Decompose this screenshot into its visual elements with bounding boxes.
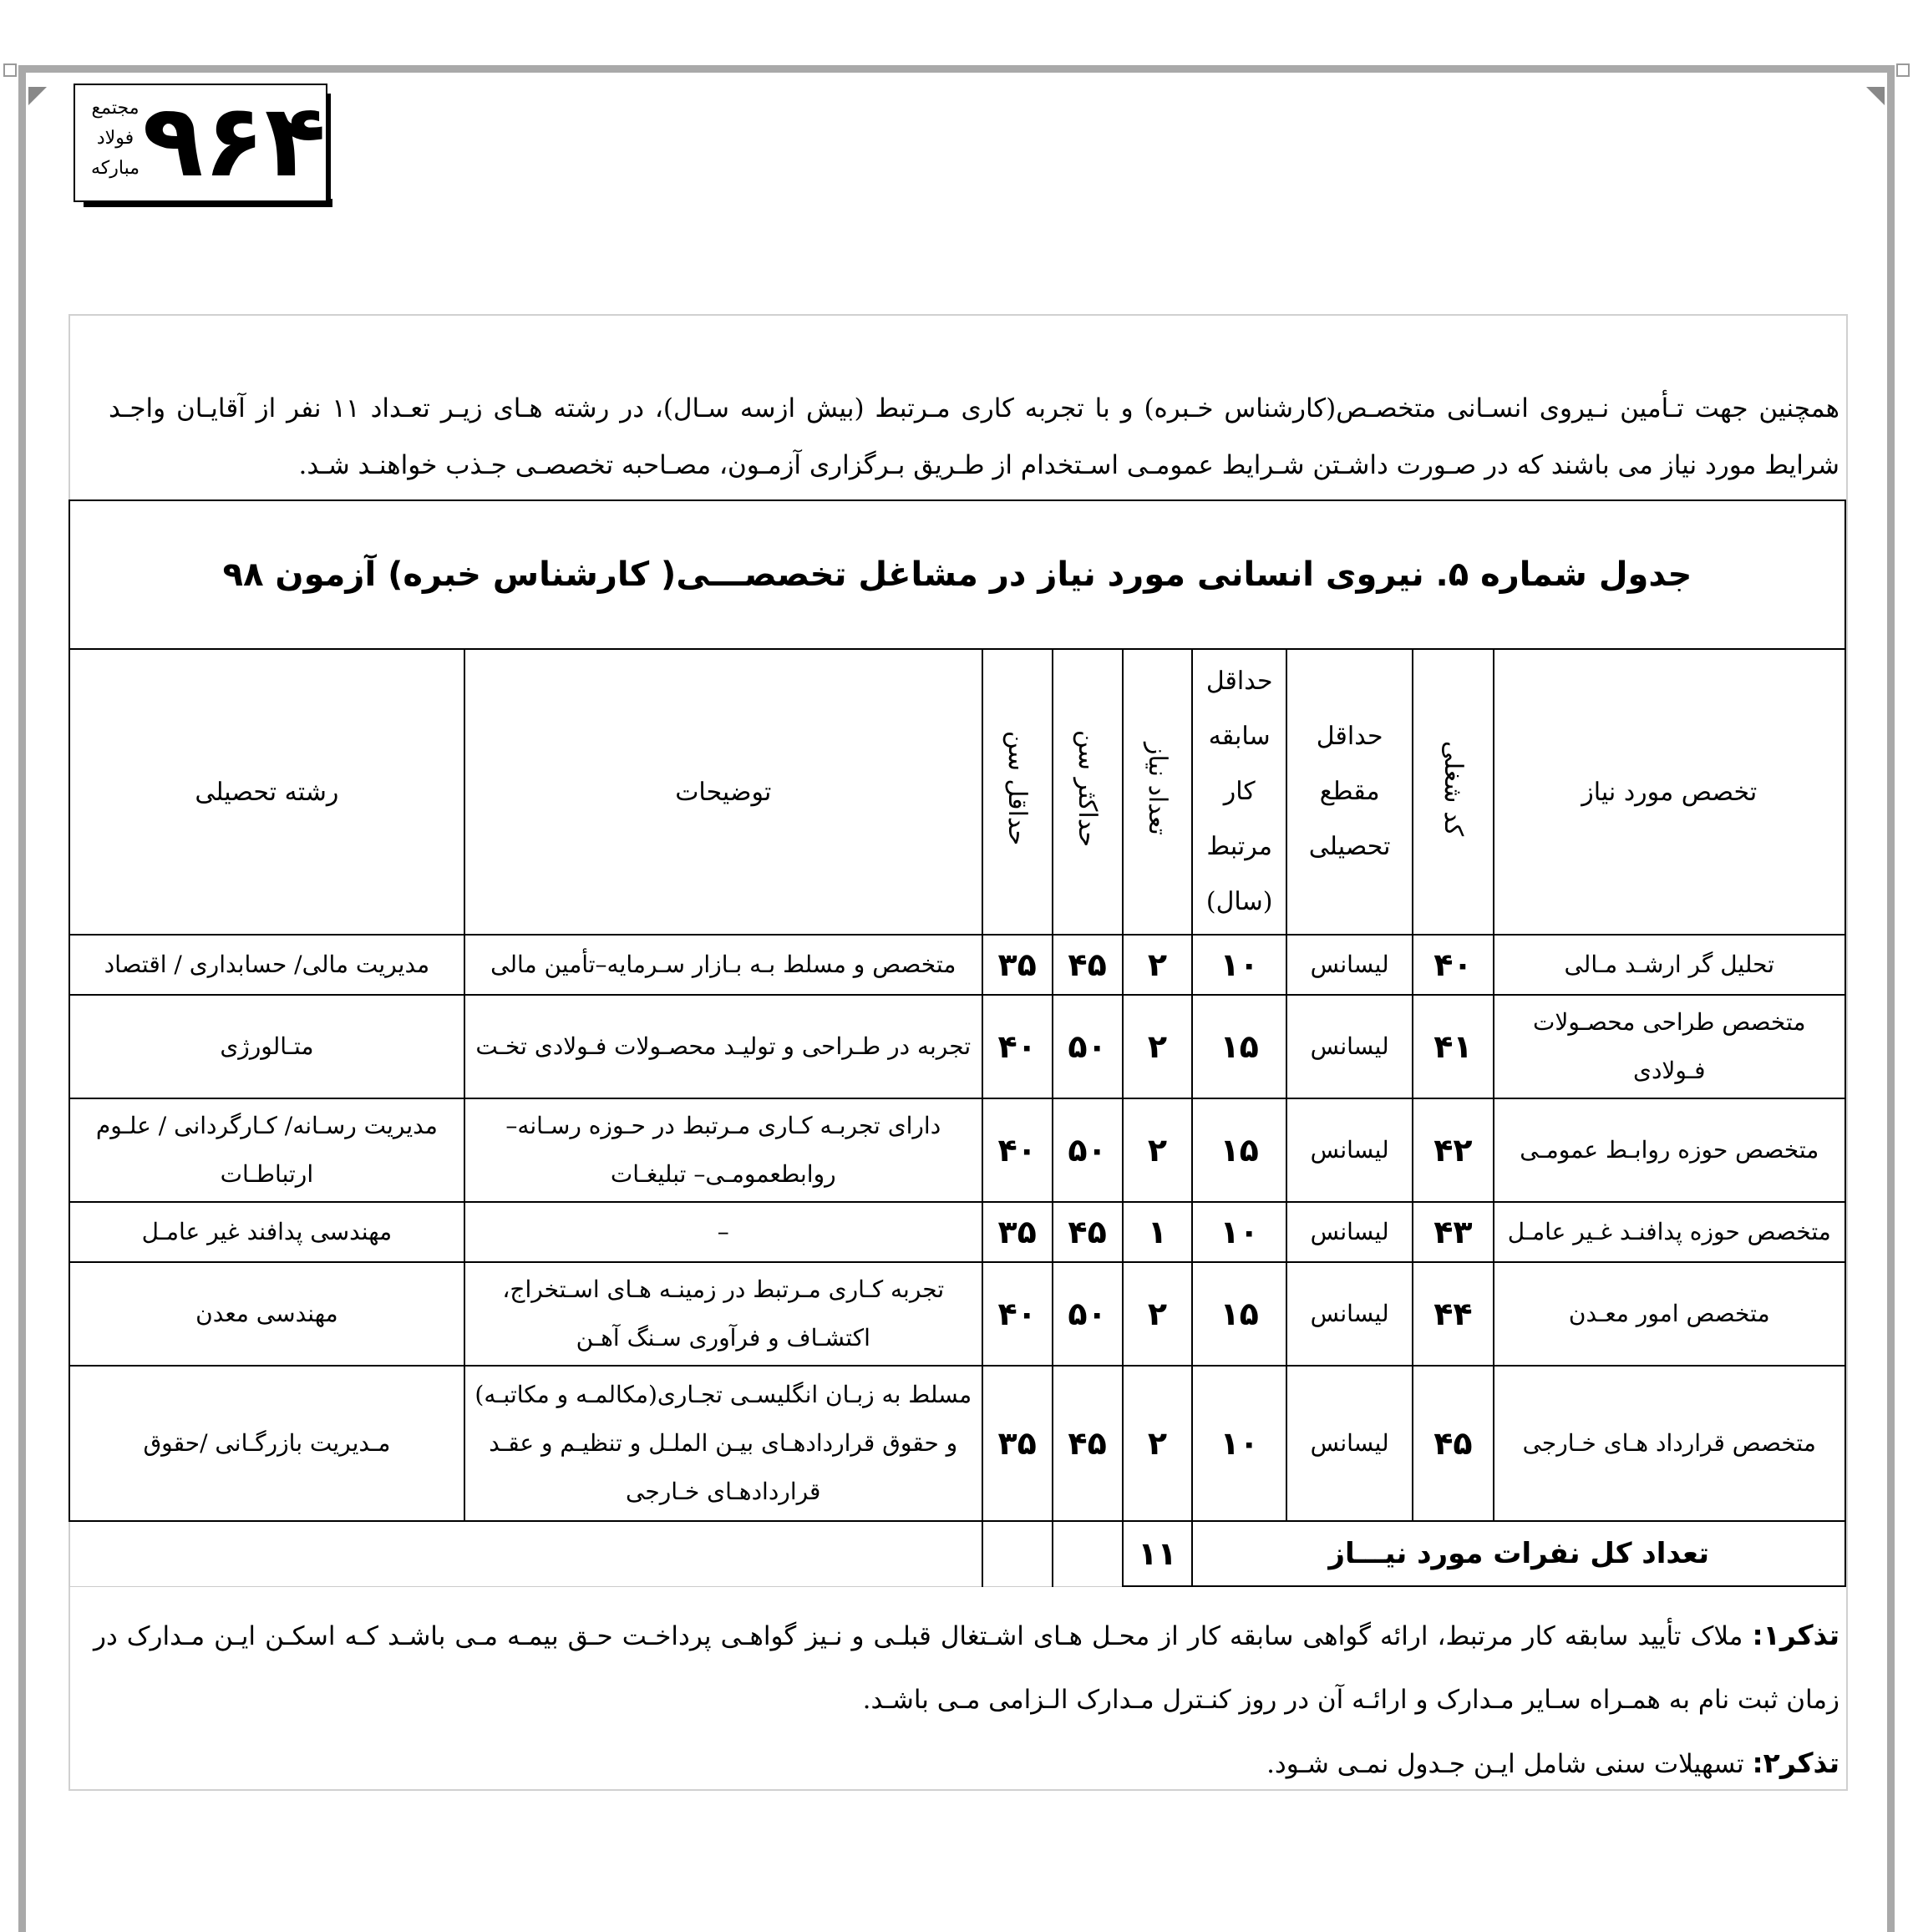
cell-specialty: متخصص امور معـدن — [1494, 1262, 1846, 1366]
header-count-text: تعداد نیاز — [1142, 742, 1172, 835]
header-education: حداقل مقطع تحصیلی — [1286, 649, 1413, 935]
note-1 — [94, 1604, 1839, 1732]
cell-experience: ۱۰ — [1192, 1366, 1286, 1521]
cell-field: مدیریت مالی/ حسابداری / اقتصاد — [69, 935, 464, 995]
header-specialty: تخصص مورد نیاز — [1494, 649, 1846, 935]
cell-experience: ۱۵ — [1192, 995, 1286, 1098]
cell-max-age: ۵۰ — [1053, 1262, 1123, 1366]
header-code — [1413, 649, 1493, 935]
cell-education: لیسانس — [1286, 995, 1413, 1098]
cell-description: تجربه در طـراحی و تولیـد محصـولات فـولادی تخـت — [464, 995, 982, 1098]
logo-number: ۹۶۴ — [142, 84, 326, 200]
cell-max-age: ۵۰ — [1053, 1098, 1123, 1202]
note-text: تسهیلات سنی شامل ایـن جـدول نمـی شـود. — [1266, 1749, 1753, 1779]
cell-education: لیسانس — [1286, 1098, 1413, 1202]
cell-education: لیسانس — [1286, 1262, 1413, 1366]
logo-text-line: مبارکه — [90, 158, 140, 179]
cell-max-age: ۴۵ — [1053, 935, 1123, 995]
header-count — [1123, 649, 1193, 935]
page-border-top — [18, 65, 1895, 73]
cell-max-age: ۴۵ — [1053, 1202, 1123, 1262]
cell-experience: ۱۰ — [1192, 1202, 1286, 1262]
table-row — [69, 1262, 1845, 1366]
empty-cell — [982, 1521, 1053, 1586]
header-min-age-text: حداقل سن — [1002, 731, 1033, 846]
header-min-age — [982, 649, 1053, 935]
cell-specialty: متخصص قرارداد هـای خـارجی — [1494, 1366, 1846, 1521]
cell-count: ۲ — [1123, 1366, 1193, 1521]
cell-specialty: تحلیل گر ارشـد مـالی — [1494, 935, 1846, 995]
cell-specialty: متخصص طراحی محصـولات فـولادی — [1494, 995, 1846, 1098]
cell-field: متـالورژی — [69, 995, 464, 1098]
logo-box — [74, 84, 327, 202]
notes-section — [94, 1604, 1839, 1796]
cell-education: لیسانس — [1286, 1202, 1413, 1262]
cell-min-age: ۳۵ — [982, 1202, 1053, 1262]
cell-min-age: ۳۵ — [982, 935, 1053, 995]
logo-text-line: فولاد — [96, 128, 134, 149]
cell-code: ۴۱ — [1413, 995, 1493, 1098]
company-logo — [74, 84, 329, 204]
note-text: ملاک تأیید سابقه کار مرتبط، ارائه گواهی سابقه کار از محـل هـای اشـتغال قبلـی و نـیز گواهـی پرداخـت حـق بیمـه مـی باشـد کـه اسکـن ایـن مـدارک در زمان ثبت نام به همـراه سـایر مـدارک و ارائـه آن در روز کنـترل مـدارک الـزامی مـی باشـد. — [94, 1621, 1839, 1715]
header-experience: حداقل سابقه کار مرتبط (سال) — [1192, 649, 1286, 935]
logo-text-line: مجتمع — [91, 98, 140, 119]
page-border-left — [18, 65, 26, 1932]
empty-cell — [1053, 1521, 1123, 1586]
table-title: جدول شماره ۵. نیروی انسانی مورد نیاز در مشاغل تخصصـــی( کارشناس خبره) آزمون ۹۸ — [69, 500, 1845, 649]
total-value: ۱۱ — [1123, 1521, 1193, 1586]
cell-count: ۲ — [1123, 1098, 1193, 1202]
corner-triangle — [1866, 87, 1885, 105]
cell-code: ۴۰ — [1413, 935, 1493, 995]
cell-description: مسلط به زبـان انگلیسـی تجـاری(مکالمـه و مکاتبـه) و حقوق قراردادهـای بیـن الملـل و تنظیـم و عقـد قراردادهـای خـارجی — [464, 1366, 982, 1521]
cell-field: مهندسی پدافند غیر عامـل — [69, 1202, 464, 1262]
cell-min-age: ۳۵ — [982, 1366, 1053, 1521]
cell-field: مهندسی معدن — [69, 1262, 464, 1366]
table-total-row — [69, 1521, 1845, 1586]
cell-min-age: ۴۰ — [982, 995, 1053, 1098]
header-description: توضیحات — [464, 649, 982, 935]
empty-cell — [69, 1521, 982, 1586]
table-row — [69, 1098, 1845, 1202]
cell-description: دارای تجربـه کـاری مـرتبط در حـوزه رسـانه– روابطعمومـی– تبلیغـات — [464, 1098, 982, 1202]
cell-experience: ۱۵ — [1192, 1098, 1286, 1202]
corner-triangle — [28, 87, 47, 105]
cell-min-age: ۴۰ — [982, 1098, 1053, 1202]
cell-code: ۴۵ — [1413, 1366, 1493, 1521]
table-row — [69, 935, 1845, 995]
cell-experience: ۱۵ — [1192, 1262, 1286, 1366]
total-label: تعداد کل نفرات مورد نیـــاز — [1192, 1521, 1845, 1586]
cell-description: متخصص و مسلط بـه بـازار سـرمایه–تأمین مالی — [464, 935, 982, 995]
cell-code: ۴۲ — [1413, 1098, 1493, 1202]
cell-count: ۲ — [1123, 935, 1193, 995]
header-field: رشته تحصیلی — [69, 649, 464, 935]
cell-specialty: متخصص حوزه روابـط عمومـی — [1494, 1098, 1846, 1202]
cell-min-age: ۴۰ — [982, 1262, 1053, 1366]
note-2 — [94, 1732, 1839, 1796]
cell-description: تجربه کـاری مـرتبط در زمینـه هـای اسـتخراج، اکتشـاف و فرآوری سـنگ آهـن — [464, 1262, 982, 1366]
note-label: تذکر۱: — [1752, 1619, 1839, 1651]
cell-code: ۴۴ — [1413, 1262, 1493, 1366]
header-max-age — [1053, 649, 1123, 935]
table-row — [69, 995, 1845, 1098]
intro-paragraph: همچنین جهت تـأمین نـیروی انسـانی متخصـص(کارشناس خـبره) و با تجربه کاری مـرتبط (بیش ازسه سـال)، در رشته هـای زیـر تعـداد ۱۱ نفر از آقایـان واجـد شرایط مورد نیاز می باشند که در صـورت داشـتن شـرایط عمومـی اسـتخدام از طـریق بـرگزاری آزمـون، مصـاحبه تخصصـی جـذب خواهنـد شـد. — [109, 393, 1840, 480]
note-label: تذکر۲: — [1752, 1747, 1839, 1779]
cell-education: لیسانس — [1286, 935, 1413, 995]
corner-mark — [3, 63, 17, 77]
cell-field: مدیریت رسـانه/ کـارگردانی / علـوم ارتباطـات — [69, 1098, 464, 1202]
cell-field: مـدیریت بازرگـانی /حقوق — [69, 1366, 464, 1521]
staffing-table — [69, 499, 1846, 1587]
cell-education: لیسانس — [1286, 1366, 1413, 1521]
cell-max-age: ۵۰ — [1053, 995, 1123, 1098]
corner-mark — [1896, 63, 1910, 77]
cell-max-age: ۴۵ — [1053, 1366, 1123, 1521]
table-header-row — [69, 649, 1845, 935]
cell-description: – — [464, 1202, 982, 1262]
logo-text — [82, 94, 149, 184]
header-code-text: کد شغلی — [1438, 740, 1468, 837]
table-row — [69, 1366, 1845, 1521]
cell-count: ۲ — [1123, 995, 1193, 1098]
cell-specialty: متخصص حوزه پدافنـد غـیر عامـل — [1494, 1202, 1846, 1262]
page-border-right — [1887, 65, 1895, 1932]
header-max-age-text: حداکثر سن — [1073, 729, 1103, 848]
cell-count: ۱ — [1123, 1202, 1193, 1262]
cell-experience: ۱۰ — [1192, 935, 1286, 995]
cell-count: ۲ — [1123, 1262, 1193, 1366]
cell-code: ۴۳ — [1413, 1202, 1493, 1262]
table-row — [69, 1202, 1845, 1262]
